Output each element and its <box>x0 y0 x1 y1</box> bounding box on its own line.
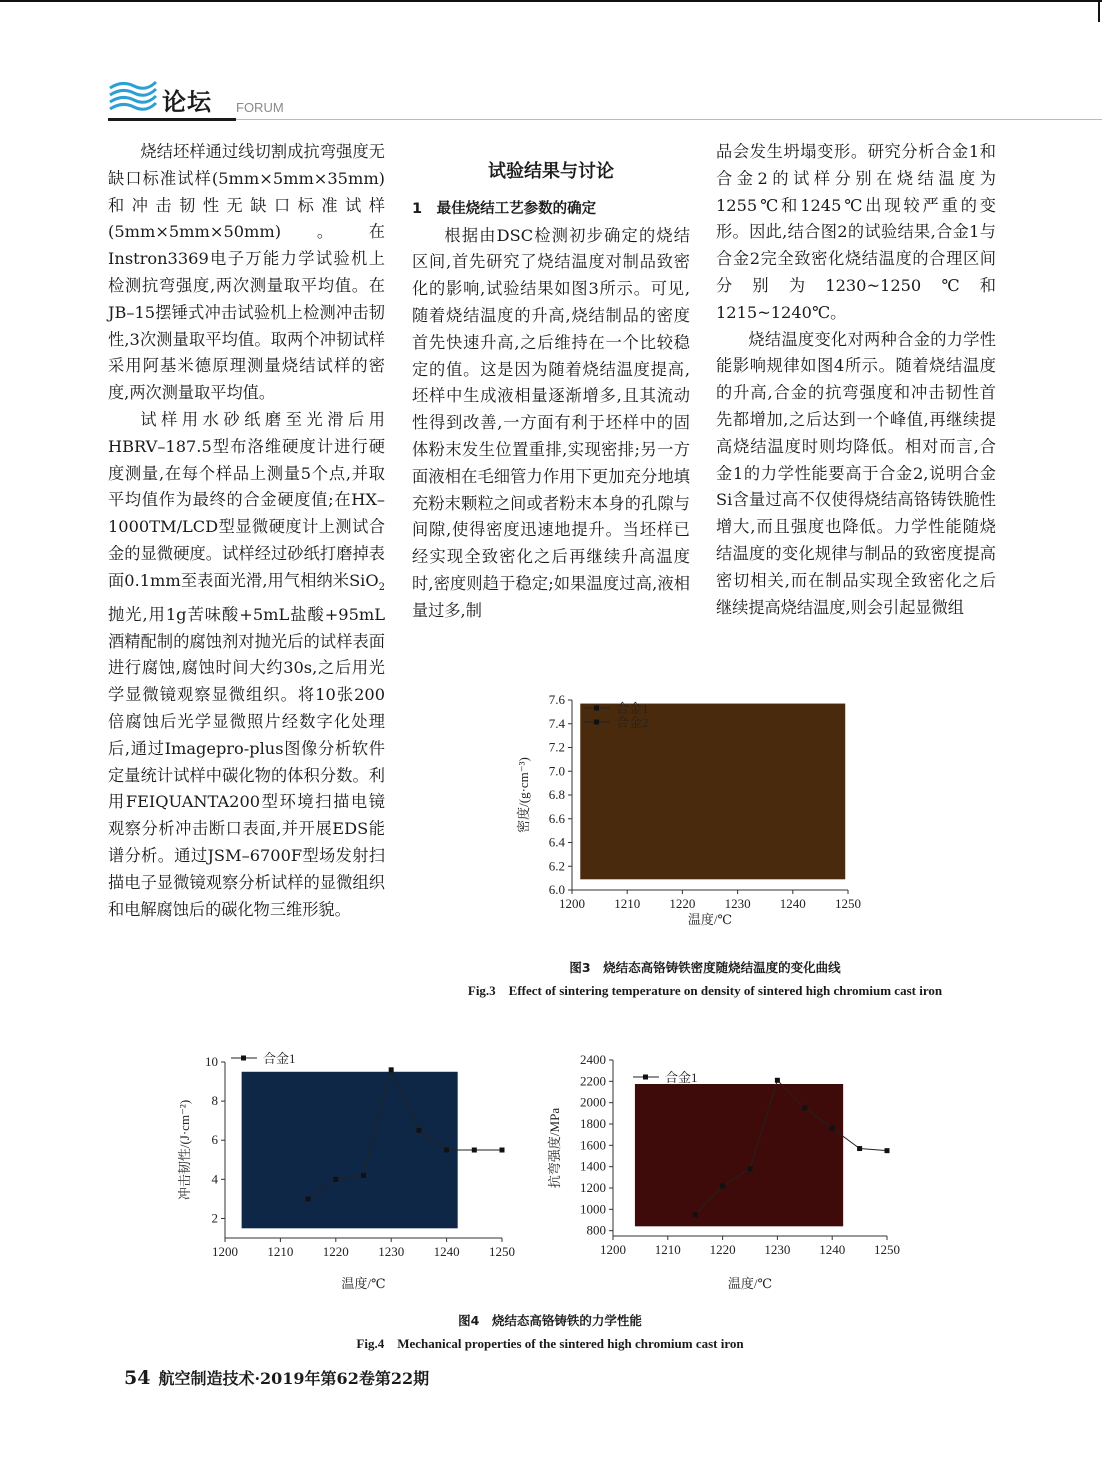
x-tick-label: 1250 <box>489 1244 515 1259</box>
data-point <box>333 1177 338 1182</box>
legend-marker <box>594 720 599 725</box>
figure-4a-impact-chart <box>175 1048 520 1298</box>
y-tick-label: 6 <box>211 1132 218 1148</box>
data-point <box>416 1128 421 1133</box>
section-title-en: FORUM <box>236 100 284 115</box>
y-axis-label: 抗弯强度/MPa <box>547 1107 562 1189</box>
legend-label: 合金1 <box>263 1051 296 1066</box>
y-tick-label: 2000 <box>580 1094 606 1110</box>
paragraph: 根据由DSC检测初步确定的烧结区间,首先研究了烧结温度对制品致密化的影响,试验结果如图3所示。可见,随着烧结温度的升高,烧结制品的密度首先快速升高,之后维持在一个比较稳定的值。这是因为随着烧结温度提高,坯样中生成液相量逐渐增多,且其流动性得到改善,一方面有利于坯样中的固体粉末发生位置重排,实现密排;另一方面液相在毛细管力作用下更加充分地填充粉末颗粒之间或者粉末本身的孔隙与间隙,使得密度迅速地提升。当坯样已经实现全致密化之后再继续升高温度时,密度则趋于稳定;如果温度过高,液相量过多,制 <box>412 225 690 620</box>
legend-marker <box>594 706 599 711</box>
journal-info: 航空制造技术·2019年第62卷第22期 <box>158 1369 430 1388</box>
legend-marker <box>241 1056 246 1061</box>
legend-label: 合金1 <box>665 1070 698 1085</box>
x-tick-label: 1200 <box>600 1242 626 1257</box>
x-tick-label: 1230 <box>378 1244 405 1259</box>
top-border <box>0 0 1102 2</box>
x-tick-label: 1240 <box>433 1244 460 1259</box>
x-tick-label: 1200 <box>559 896 585 911</box>
x-tick-label: 1240 <box>779 896 806 911</box>
subsection-heading: 1 最佳烧结工艺参数的确定 <box>412 200 597 217</box>
data-point <box>775 1078 780 1083</box>
paragraph: 烧结温度变化对两种合金的力学性能影响规律如图4所示。随着烧结温度的升高,合金的抗弯强度和冲击韧性首先都增加,之后达到一个峰值,再继续提高烧结温度时则均降低。相对而言,合金1的力学性能要高于合金2,说明合金Si含量过高不仅使得烧结高铬铸铁脆性增大,而且强度也降低。力学性能随烧结温度的变化规律与制品的致密度提高密切相关,而在制品实现全致密化之后继续提高烧结温度,则会引起显微组 <box>716 329 996 617</box>
y-tick-label: 1600 <box>580 1137 606 1153</box>
y-tick-label: 2400 <box>580 1052 606 1067</box>
x-tick-label: 1210 <box>614 896 641 911</box>
data-point <box>748 1166 753 1171</box>
legend-label: 合金1 <box>616 701 649 716</box>
wave-logo-icon <box>108 78 158 112</box>
x-tick-label: 1230 <box>764 1242 791 1257</box>
data-point <box>830 1126 835 1131</box>
y-tick-label: 1200 <box>580 1180 606 1195</box>
y-tick-label: 2 <box>211 1210 218 1226</box>
column-2 <box>412 139 690 625</box>
y-axis-label: 冲击韧性/(J·cm⁻²) <box>177 1099 192 1201</box>
x-axis-label: 温度/℃ <box>341 1276 386 1291</box>
x-tick-label: 1220 <box>322 1244 349 1259</box>
figure-4b-bending-chart <box>545 1048 905 1298</box>
header-rule <box>108 118 236 121</box>
y-tick-label: 6.6 <box>548 810 565 826</box>
x-tick-label: 1210 <box>654 1242 681 1257</box>
x-axis-label: 温度/℃ <box>727 1276 773 1291</box>
paragraph: 品会发生坍塌变形。研究分析合金1和合金2的试样分别在烧结温度为1255℃和1245℃出现较严重的变形。因此,结合图2的试验结果,合金1与合金2完全致密化烧结温度的合理区间分别为1230~1250℃和1215~1240℃。 <box>716 142 996 322</box>
y-tick-label: 8 <box>211 1093 218 1109</box>
data-point <box>361 1173 366 1178</box>
data-point <box>802 1106 807 1111</box>
y-tick-label: 7.6 <box>548 692 565 707</box>
y-tick-label: 1400 <box>580 1158 606 1174</box>
x-tick-label: 1250 <box>874 1242 900 1257</box>
paragraph: 烧结坯样通过线切割成抗弯强度无缺口标准试样(5mm×5mm×35mm)和冲击韧性无缺口标准试样(5mm×5mm×50mm)。在Instron3369电子万能力学试验机上检测抗弯强度,两次测量取平均值。在JB–15摆锤式冲击试验机上检测冲击韧性,3次测量取平均值。取两个冲韧试样采用阿基米德原理测量烧结试样的密度,两次测量取平均值。 <box>108 142 385 403</box>
figure-4-caption-cn: 图4 烧结态高铬铸铁的力学性能 <box>458 1313 642 1328</box>
header-rule-thin <box>236 119 1102 120</box>
y-tick-label: 6.0 <box>548 882 565 897</box>
y-tick-label: 7.2 <box>548 739 565 755</box>
x-tick-label: 1220 <box>669 896 696 911</box>
data-point <box>500 1148 505 1153</box>
column-3 <box>716 139 996 621</box>
data-point <box>306 1196 311 1201</box>
figure-3-density-chart <box>500 688 880 936</box>
y-tick-label: 2200 <box>580 1073 606 1089</box>
y-tick-label: 4 <box>211 1171 218 1187</box>
x-tick-label: 1230 <box>724 896 751 911</box>
data-point <box>389 1067 394 1072</box>
section-heading: 试验结果与讨论 <box>488 161 614 182</box>
figure-3-caption-en: Fig.3 Effect of sintering temperature on density of sintered high chromium cast iron <box>467 983 943 998</box>
y-tick-label: 7.4 <box>548 715 565 731</box>
y-tick-label: 6.4 <box>548 834 565 850</box>
x-tick-label: 1220 <box>709 1242 736 1257</box>
plot-fill-area <box>242 1072 458 1229</box>
y-tick-label: 800 <box>586 1222 606 1238</box>
x-tick-label: 1200 <box>212 1244 238 1259</box>
y-tick-label: 1800 <box>580 1116 606 1131</box>
page-footer <box>124 1366 429 1389</box>
figure-4-caption-en: Fig.4 Mechanical properties of the sintered high chromium cast iron <box>356 1336 744 1351</box>
right-border <box>1098 0 1100 22</box>
data-point <box>444 1148 449 1153</box>
y-tick-label: 10 <box>205 1054 218 1069</box>
legend-marker <box>643 1075 648 1080</box>
data-point <box>693 1212 698 1217</box>
legend-label: 合金2 <box>616 715 649 730</box>
x-tick-label: 1250 <box>835 896 861 911</box>
y-tick-label: 6.2 <box>548 858 565 874</box>
y-tick-label: 6.8 <box>548 787 565 802</box>
y-axis-label: 密度/(g·cm⁻³) <box>516 757 531 833</box>
x-tick-label: 1240 <box>819 1242 846 1257</box>
figure-3-caption-cn: 图3 烧结态高铬铸铁密度随烧结温度的变化曲线 <box>569 960 841 975</box>
section-title-cn: 论坛 <box>162 87 212 116</box>
plot-fill-area <box>635 1084 843 1226</box>
x-axis-label: 温度/℃ <box>687 912 733 927</box>
data-point <box>472 1148 477 1153</box>
page-number: 54 <box>124 1367 151 1389</box>
x-tick-label: 1210 <box>267 1244 294 1259</box>
paragraph: 试样用水砂纸磨至光滑后用HBRV–187.5型布洛维硬度计进行硬度测量,在每个样品上测量5个点,并取平均值作为最终的合金硬度值;在HX–1000TM/LCD型显微硬度计上测试合金的显微硬度。试样经过砂纸打磨掉表面0.1mm至表面光滑,用气相纳米SiO$_2$抛光,用1g苦味酸+5mL盐酸+95mL酒精配制的腐蚀剂对抛光后的试样表面进行腐蚀,腐蚀时间大约30s,之后用光学显微镜观察显微组织。将10张200倍腐蚀后光学显微照片经数字化处理后,通过Imagepro-plus图像分析软件定量统计试样中碳化物的体积分数。利用FEIQUANTA200型环境扫描电镜观察分析冲击断口表面,并开展EDS能谱分析。通过JSM–6700F型场发射扫描电子显微镜观察分析试样的显微组织和电解腐蚀后的碳化物三维形貌。 <box>108 409 385 919</box>
y-tick-label: 1000 <box>580 1201 606 1217</box>
y-tick-label: 7.0 <box>548 763 565 779</box>
section-header <box>108 76 408 122</box>
column-1 <box>108 139 385 923</box>
data-point <box>720 1183 725 1188</box>
data-point <box>885 1148 890 1153</box>
data-point <box>857 1146 862 1151</box>
